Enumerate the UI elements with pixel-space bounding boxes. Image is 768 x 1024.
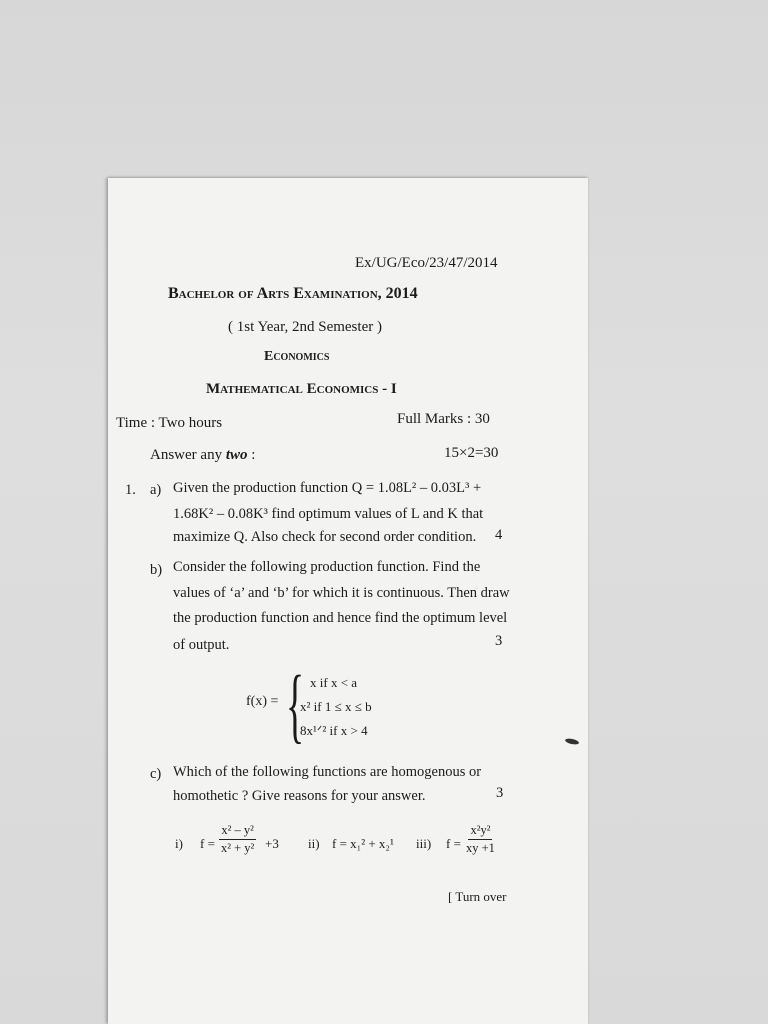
- option-ii-label: ii): [308, 836, 320, 851]
- option-i-tail: +3: [265, 836, 279, 851]
- option-i-fraction: [219, 823, 256, 856]
- option-iii-denominator: xy +1: [466, 841, 495, 855]
- part-a-marks: 4: [495, 527, 503, 543]
- option-i-label: i): [175, 836, 183, 851]
- piecewise-brace: {: [286, 659, 305, 752]
- part-b-line-2: values of ‘a’ and ‘b’ for which it is continuous. Then draw: [173, 585, 510, 601]
- part-c-line-2: homothetic ? Give reasons for your answer.: [173, 788, 426, 804]
- piecewise-case-2: x² if 1 ≤ x ≤ b: [300, 699, 372, 714]
- piecewise-case-3: 8x¹ᐟ² if x > 4: [300, 723, 368, 738]
- turn-over-note: [ Turn over: [448, 889, 507, 904]
- part-a-label: a): [150, 482, 162, 498]
- time-allowed: Time : Two hours: [116, 415, 223, 431]
- part-b-marks: 3: [495, 633, 503, 649]
- paper-title: Mathematical Economics - I: [206, 381, 397, 397]
- part-a-line-2: 1.68K² – 0.08K³ find optimum values of L and K that: [173, 506, 484, 522]
- option-ii-expression: f = x₁² + x₂¹: [332, 836, 394, 851]
- part-b-line-3: the production function and hence find the optimum level: [173, 610, 508, 626]
- option-i-denominator: x² + y²: [221, 841, 255, 855]
- marks-formula: 15×2=30: [444, 445, 499, 461]
- option-iii-numerator: x²y²: [468, 823, 492, 840]
- piecewise-case-1: x if x < a: [310, 675, 358, 690]
- option-iii-fraction: [464, 823, 497, 856]
- instruction: Answer any two :: [150, 447, 256, 463]
- part-b-line-4: of output.: [173, 637, 230, 653]
- part-a-line-3: maximize Q. Also check for second order condition.: [173, 529, 477, 545]
- exam-title: Bachelor of Arts Examination, 2014: [168, 285, 418, 302]
- part-b-label: b): [150, 562, 163, 578]
- piecewise-lhs: f(x) =: [246, 694, 279, 709]
- part-c-label: c): [150, 766, 162, 782]
- question-number: 1.: [125, 482, 136, 498]
- exam-semester: ( 1st Year, 2nd Semester ): [228, 319, 382, 335]
- option-iii-label: iii): [416, 836, 432, 851]
- exam-code: Ex/UG/Eco/23/47/2014: [355, 255, 498, 271]
- part-c-line-1: Which of the following functions are homogenous or: [173, 764, 482, 780]
- exam-page: [108, 178, 588, 1024]
- part-c-marks: 3: [496, 785, 504, 801]
- exam-subject: Economics: [264, 349, 330, 364]
- option-i-numerator: x² – y²: [219, 823, 256, 840]
- option-iii-lhs: f =: [446, 836, 461, 851]
- option-i-lhs: f =: [200, 836, 215, 851]
- part-a-line-1: Given the production function Q = 1.08L² – 0.03L³ +: [173, 480, 482, 496]
- part-b-line-1: Consider the following production function. Find the: [173, 559, 481, 575]
- full-marks: Full Marks : 30: [397, 411, 490, 427]
